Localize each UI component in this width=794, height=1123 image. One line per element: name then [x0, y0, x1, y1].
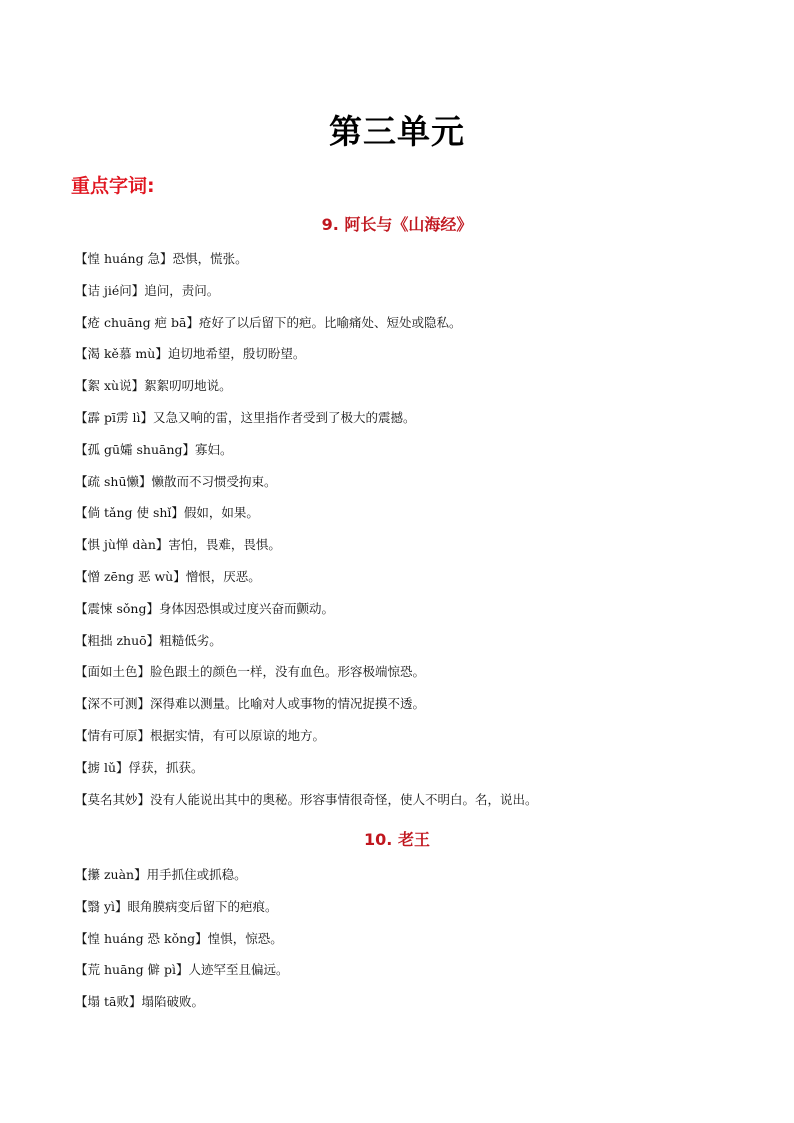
- vocab-term: 【诘 jié问】: [75, 282, 145, 298]
- vocab-term: 【荒 huāng 僻 pì】: [75, 962, 189, 978]
- section-heading-key-words: 重点字词:: [71, 175, 155, 197]
- vocab-term: 【絮 xù说】: [75, 378, 145, 394]
- vocab-entry: [75, 409, 538, 441]
- vocab-definition: 眼角膜病变后留下的疤痕。: [127, 898, 278, 914]
- vocab-definition: 根据实情，有可以原谅的地方。: [150, 727, 326, 743]
- vocab-term: 【疮 chuāng 疤 bā】: [75, 314, 199, 330]
- vocab-term: 【情有可原】: [75, 727, 151, 743]
- vocab-entry: [75, 377, 538, 409]
- vocab-term: 【孤 gū孀 shuāng】: [75, 441, 196, 457]
- vocab-entry: [75, 993, 289, 1025]
- vocab-entry: [75, 345, 538, 377]
- vocab-entry: [75, 473, 538, 505]
- vocab-list: [75, 250, 538, 822]
- vocab-definition: 假如，如果。: [183, 505, 259, 521]
- vocab-definition: 人迹罕至且偏远。: [188, 962, 289, 978]
- vocab-entry: [75, 568, 538, 600]
- vocab-entry: [75, 282, 538, 314]
- vocab-definition: 粗糙低劣。: [159, 632, 222, 648]
- vocab-entry: [75, 663, 538, 695]
- vocab-definition: 俘获，抓获。: [128, 759, 204, 775]
- vocab-list: [75, 866, 289, 1025]
- vocab-term: 【渴 kě慕 mù】: [75, 346, 168, 362]
- vocab-term: 【惶 huáng 恐 kǒng】: [75, 930, 208, 946]
- vocab-definition: 深得难以测量。比喻对人或事物的情况捉摸不透。: [150, 696, 426, 712]
- vocab-entry: [75, 536, 538, 568]
- vocab-term: 【翳 yì】: [75, 898, 128, 914]
- vocab-term: 【莫名其妙】: [75, 791, 151, 807]
- vocab-entry: [75, 695, 538, 727]
- vocab-definition: 絮絮叨叨地说。: [144, 378, 232, 394]
- vocab-entry: [75, 441, 538, 473]
- lesson-title: 10. 老王: [364, 830, 430, 849]
- vocab-term: 【疏 shū懒】: [75, 473, 152, 489]
- vocab-term: 【惧 jù惮 dàn】: [75, 537, 169, 553]
- vocab-term: 【塌 tā败】: [75, 994, 142, 1010]
- vocab-term: 【霹 pī雳 lì】: [75, 409, 153, 425]
- vocab-definition: 惶惧，惊恐。: [207, 930, 283, 946]
- vocab-entry: [75, 727, 538, 759]
- vocab-term: 【憎 zēng 恶 wù】: [75, 568, 186, 584]
- vocab-definition: 害怕，畏难，畏惧。: [168, 537, 281, 553]
- vocab-definition: 恐惧，慌张。: [172, 251, 248, 266]
- vocab-entry: [75, 930, 289, 962]
- vocab-term: 【面如土色】: [75, 664, 151, 680]
- vocab-entry: [75, 632, 538, 664]
- vocab-definition: 追问，责问。: [144, 282, 220, 298]
- vocab-entry: [75, 504, 538, 536]
- vocab-entry: [75, 961, 289, 993]
- vocab-definition: 寡妇。: [195, 441, 233, 457]
- page-title: 第三单元: [329, 112, 465, 151]
- vocab-definition: 憎恨，厌恶。: [185, 568, 261, 584]
- vocab-definition: 迫切地希望，殷切盼望。: [167, 346, 306, 362]
- vocab-definition: 脸色跟土的颜色一样，没有血色。形容极端惊恐。: [150, 664, 426, 680]
- vocab-term: 【深不可测】: [75, 696, 151, 712]
- vocab-entry: [75, 759, 538, 791]
- vocab-term: 【攥 zuàn】: [75, 867, 147, 882]
- vocab-definition: 塌陷破败。: [141, 994, 204, 1010]
- lesson-title: 9. 阿长与《山海经》: [321, 215, 473, 234]
- vocab-entry: [75, 250, 538, 282]
- vocab-entry: [75, 898, 289, 930]
- vocab-definition: 身体因恐惧或过度兴奋而颤动。: [158, 600, 334, 616]
- vocab-term: 【倘 tǎng 使 shǐ】: [75, 505, 184, 521]
- vocab-definition: 懒散而不习惯受拘束。: [151, 473, 277, 489]
- vocab-definition: 又急又响的雷，这里指作者受到了极大的震撼。: [152, 409, 416, 425]
- vocab-entry: [75, 791, 538, 823]
- vocab-term: 【惶 huáng 急】: [75, 251, 173, 266]
- vocab-entry: [75, 600, 538, 632]
- vocab-definition: 没有人能说出其中的奥秘。形容事情很奇怪，使人不明白。名，说出。: [150, 791, 538, 807]
- vocab-definition: 用手抓住或抓稳。: [146, 867, 247, 882]
- vocab-term: 【震悚 sǒng】: [75, 600, 159, 616]
- vocab-definition: 疮好了以后留下的疤。比喻痛处、短处或隐私。: [198, 314, 462, 330]
- vocab-term: 【掳 lǔ】: [75, 759, 129, 775]
- vocab-entry: [75, 866, 289, 898]
- vocab-entry: [75, 314, 538, 346]
- vocab-term: 【粗拙 zhuō】: [75, 632, 160, 648]
